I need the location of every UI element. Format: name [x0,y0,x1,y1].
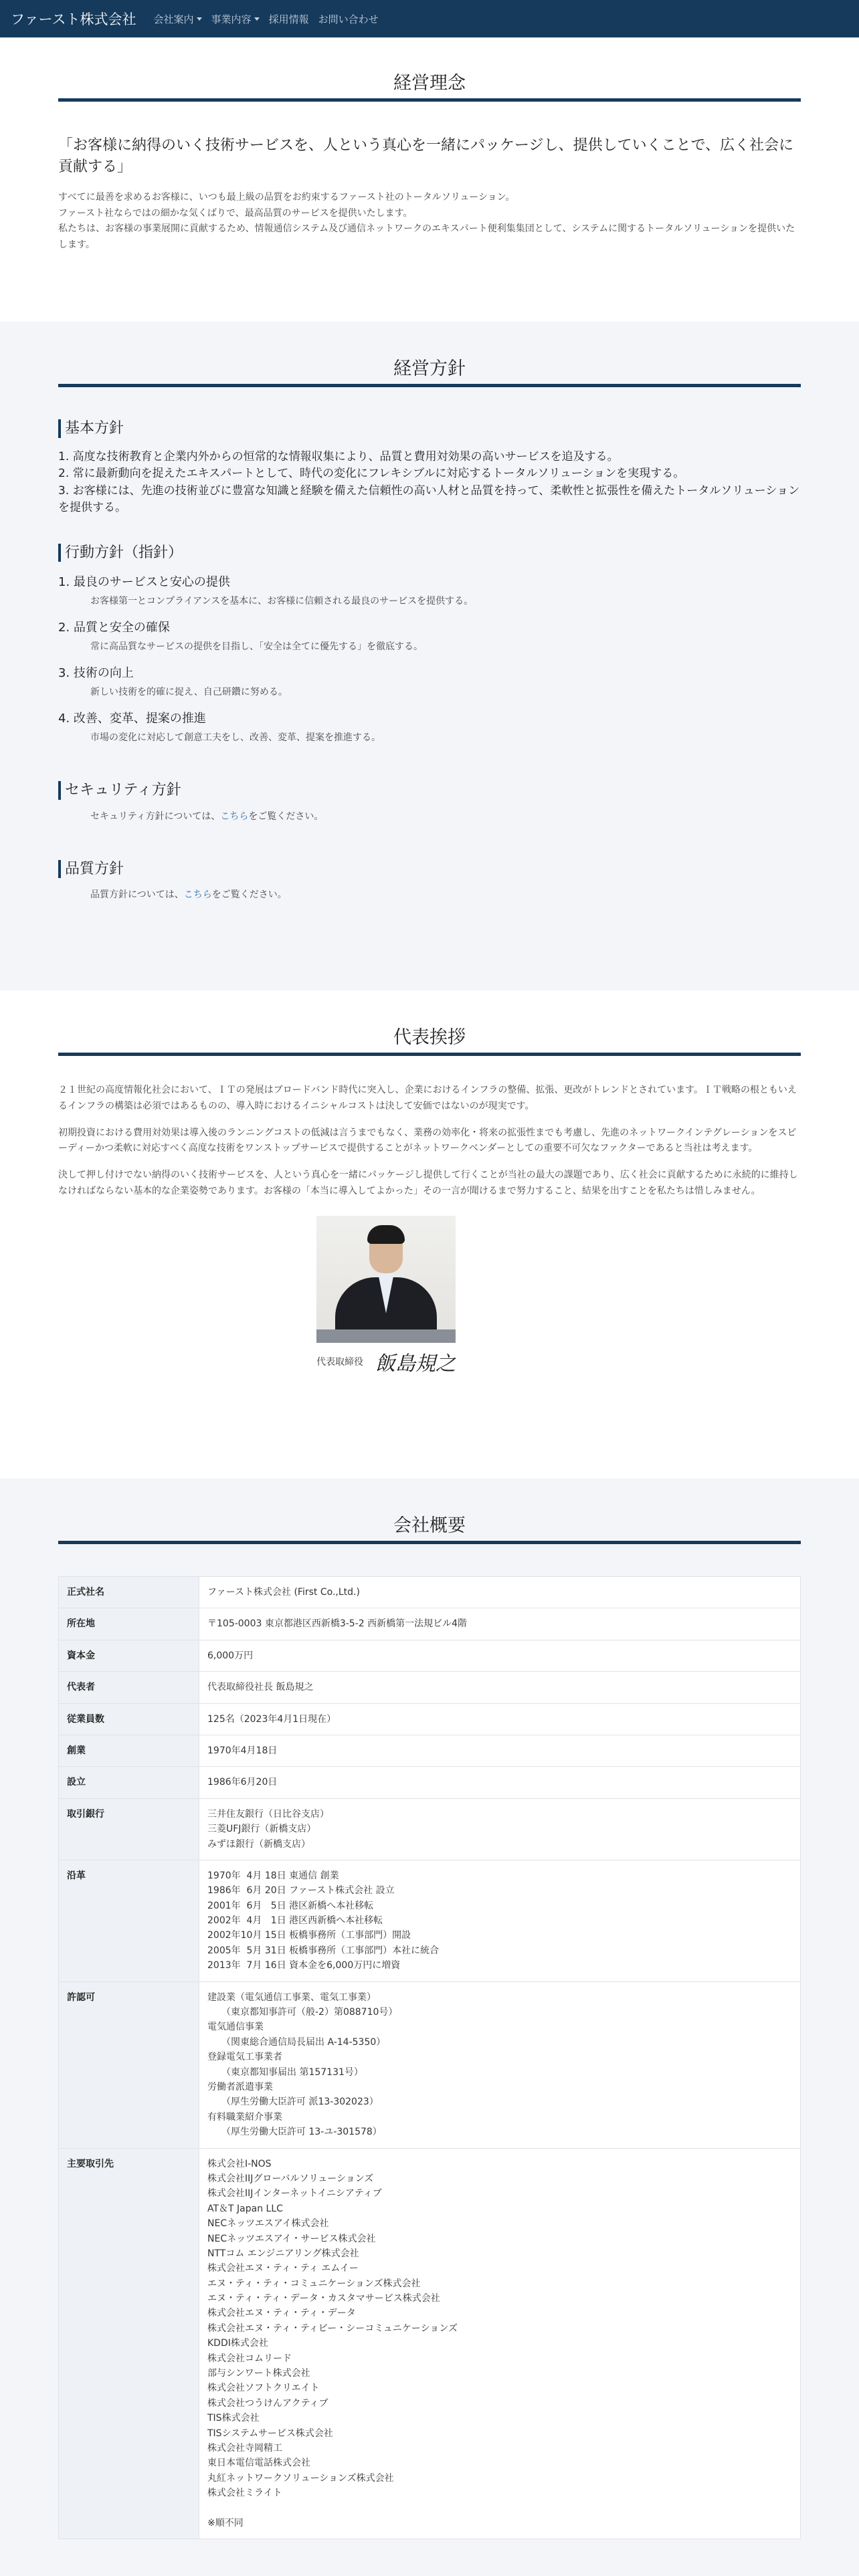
philosophy-section [0,37,859,322]
overview-label: 代表者 [59,1672,199,1703]
basic-policy-item: 1. 高度な技術教育と企業内外からの恒常的な情報収集により、品質と費用対効果の高いサービスを追及する。 [58,449,619,463]
overview-value [199,1767,801,1798]
overview-value-line: （関東総合通信局長届出 A-14-5350） [207,2036,386,2048]
action-item-desc: 常に高品質なサービスの提供を目指し、「安全は全てに優先する」を徹底する。 [90,641,423,652]
action-item-desc: お客様第一とコンプライアンスを基本に、お客様に信頼される最良のサービスを提供する。 [90,596,474,607]
overview-row [59,1981,801,2148]
signer-label: 代表取締役 [316,1356,363,1368]
action-item-title: 3. 技術の向上 [58,666,134,680]
overview-value-line: 電気通信事業 [207,2022,264,2033]
overview-value [199,1798,801,1860]
overview-value-line: 三菱UFJ銀行（新橋支店） [207,1824,316,1835]
overview-label: 主要取引先 [59,2148,199,2539]
overview-value-line: ※順不同 [207,2517,244,2529]
overview-value-line: （厚生労働大臣許可 派13-302023） [207,2097,379,2108]
overview-row [59,1672,801,1703]
philosophy-line: ファースト社ならではの細かな気くばりで、最高品質のサービスを提供いたします。 [58,207,413,219]
overview-value [199,1577,801,1608]
overview-value-line: 株式会社エヌ・ティ・ティビー・シーコミュニケーションズ [207,2323,458,2334]
overview-label: 所在地 [59,1608,199,1640]
action-item-desc: 市場の変化に対応して創意工夫をし、改善、変革、提案を推進する。 [90,732,381,743]
basic-policy-item: 3. お客様には、先進の技術並びに豊富な知識と経験を備えた信頼性の高い人材と品質を持って、柔軟性と拡張性を備えたトータルソリューションを提供する。 [58,484,800,514]
overview-label: 沿革 [59,1860,199,1981]
overview-value [199,1735,801,1766]
philosophy-title: 経営理念 [58,68,801,102]
basic-policy-heading: 基本方針 [58,419,801,438]
overview-value-line: 登録電気工事業者 [207,2052,282,2063]
overview-value-line: 株式会社I-NOS [207,2158,272,2169]
overview-row [59,1735,801,1766]
overview-value-line: 株式会社エヌ・ティ・ティ・データ [207,2308,356,2319]
overview-value-line: （東京都知事許可（般-2）第088710号） [207,2007,398,2018]
overview-row [59,1703,801,1735]
overview-value-line: 部与シンワート株式会社 [207,2368,310,2379]
policy-title: 経営方針 [58,354,801,387]
overview-value-line: NTTコム エンジニアリング株式会社 [207,2248,359,2259]
overview-value-line: エヌ・ティ・ティ・コミュニケーションズ株式会社 [207,2278,421,2289]
overview-section [0,1479,859,2576]
policy-section [0,322,859,990]
overview-value-line: TISシステムサービス株式会社 [207,2428,333,2439]
overview-value-line: TIS株式会社 [207,2413,260,2424]
overview-row [59,1608,801,1640]
overview-label: 取引銀行 [59,1798,199,1860]
overview-value-line: 1986年6月20日 [207,1777,278,1788]
overview-value-line: 丸紅ネットワークソリューションズ株式会社 [207,2472,394,2484]
overview-value-line: みずほ銀行（新橋支店） [207,1838,310,1850]
quality-policy-heading: 品質方針 [58,860,801,879]
greeting-paragraph: 初期投資における費用対効果は導入後のランニングコストの低減は言うまでもなく、業務の効率化・将来の拡張性までも考慮し、先進のネットワークインテグレーションをスピーディーかつ柔軟に対応すべく高度な技術をワンストップサービスで提供することがネットワークベンダーとしての重要不可欠なファクターであると当社は考えます。 [58,1127,797,1154]
overview-value [199,1981,801,2148]
nav-item-label: お問い合わせ [318,13,379,25]
overview-value-line: 株式会社IIJインターネットイニシアティブ [207,2188,382,2199]
overview-row [59,1640,801,1671]
overview-value-line: 2002年 4月 1日 港区西新橋へ本社移転 [207,1915,383,1927]
overview-value-line: 労働者派遣事業 [207,2081,273,2092]
nav-item-contact[interactable] [318,12,379,26]
security-policy-link[interactable]: こちら [220,811,249,822]
caret-down-icon [197,17,202,21]
overview-value-line: 125名（2023年4月1日現在） [207,1713,337,1725]
overview-row [59,2148,801,2539]
overview-value-line: KDDI株式会社 [207,2338,268,2349]
basic-policy-item: 2. 常に最新動向を捉えたエキスパートとして、時代の変化にフレキシブルに対応するトータルソリューションを実現する。 [58,467,685,480]
overview-label: 資本金 [59,1640,199,1671]
signature-image: 飯島規之 [375,1352,456,1376]
greeting-section [0,990,859,1479]
representative-photo [316,1216,456,1343]
action-item-title: 4. 改善、変革、提案の推進 [58,712,206,726]
representative-block [316,1216,801,1376]
overview-row [59,1860,801,1981]
overview-row [59,1798,801,1860]
overview-value-line [207,2501,792,2516]
overview-label: 創業 [59,1735,199,1766]
overview-value-line: 1986年 6月 20日 ファースト株式会社 設立 [207,1885,395,1897]
basic-policy-list [58,449,801,517]
action-policy-heading: 行動方針（指針） [58,544,801,562]
overview-value-line: 2013年 7月 16日 資本金を6,000万円に増資 [207,1960,401,1971]
overview-value-line: 株式会社寺岡精工 [207,2442,282,2454]
philosophy-slogan: 「お客様に納得のいく技術サービスを、人という真心を一緒にパッケージし、提供していくことで、広く社会に貢献する」 [58,137,794,175]
action-item-desc: 新しい技術を的確に捉え、自己研鑽に努める。 [90,687,288,697]
quality-policy-link[interactable]: こちら [183,889,212,900]
nav-item-label: 会社案内 [153,13,194,25]
overview-label: 設立 [59,1767,199,1798]
overview-value-line: 株式会社ミライト [207,2488,282,2499]
security-text-pre: セキュリティ方針については、 [90,811,221,822]
overview-value-line: 株式会社つうけんアクティブ [207,2397,328,2409]
overview-value-line: （東京都知事届出 第157131号） [207,2066,363,2078]
overview-value-line: 2001年 6月 5日 港区新橋へ本社移転 [207,1900,374,1911]
security-text-post: をご覧ください。 [248,811,324,822]
overview-value-line: 6,000万円 [207,1650,254,1661]
overview-value [199,1640,801,1671]
overview-value [199,1608,801,1640]
overview-value [199,1672,801,1703]
overview-value-line: （厚生労働大臣許可 13-ユ-301578） [207,2127,382,2138]
overview-value-line: 東日本電信電話株式会社 [207,2458,310,2469]
overview-row [59,1577,801,1608]
overview-value-line: AT＆T Japan LLC [207,2203,283,2214]
nav-item-recruit[interactable] [269,12,309,26]
brand-logo-text[interactable]: ファースト株式会社 [11,11,136,27]
overview-value [199,1703,801,1735]
philosophy-line: 私たちは、お客様の事業展開に貢献するため、情報通信システム及び通信ネットワークのエキスパート便利集集団として、システムに関するトータルソリューションを提供いたします。 [58,223,795,251]
overview-value-line: 2002年10月 15日 板橋事務所（工事部門）開設 [207,1930,411,1941]
overview-value-line: 有料職業紹介事業 [207,2111,282,2123]
overview-value-line: エヌ・ティ・ティ・データ・カスタマサービス株式会社 [207,2293,440,2304]
overview-value-line: 株式会社ソフトクリエイト [207,2383,320,2394]
nav-item-label: 採用情報 [268,13,309,25]
security-policy-text [58,809,801,823]
overview-value-line: 建設業（電気通信工事業、電気工事業） [207,1992,376,2003]
security-policy-heading: セキュリティ方針 [58,781,801,800]
overview-value-line: 株式会社エヌ・ティ・ティ エムイー [207,2263,359,2274]
overview-table [58,1576,801,2539]
action-policy-list [58,572,801,744]
quality-text-pre: 品質方針については、 [90,889,184,900]
philosophy-body [58,190,801,253]
overview-title: 会社概要 [58,1511,801,1544]
overview-value [199,2148,801,2539]
overview-value-line: 1970年4月18日 [207,1745,278,1756]
overview-value-line: NECネッツエスアイ・サービス株式会社 [207,2233,376,2244]
overview-value-line: 2005年 5月 31日 板橋事務所（工事部門）本社に統合 [207,1945,440,1956]
overview-value-line: ファースト株式会社 (First Co.,Ltd.) [207,1587,360,1598]
overview-label: 許認可 [59,1981,199,2148]
signer-row [316,1347,801,1376]
greeting-paragraph: 決して押し付けでない納得のいく技術サービスを、人という真心を一緒にパッケージし提供して行くことが当社の最大の課題であり、広く社会に貢献するために永続的に維持しなければならない基本的な企業姿勢であります。お客様の「本当に導入してよかった」その一言が聞けるまで努力すること、結果を出すことを私たちは惜しみません。 [58,1170,798,1196]
overview-label: 従業員数 [59,1703,199,1735]
nav-item-business[interactable] [211,12,260,26]
overview-value-line: 株式会社IIJグローバルソリューションズ [207,2173,374,2184]
overview-value-line: 〒105-0003 東京都港区西新橋3-5-2 西新橋第一法規ビル4階 [207,1618,468,1630]
overview-value [199,1860,801,1981]
quality-text-post: をご覧ください。 [211,889,287,900]
overview-row [59,1767,801,1798]
quality-policy-text [58,887,801,901]
overview-value-line: 三井住友銀行（日比谷支店） [207,1808,329,1820]
overview-value-line: 株式会社コムリード [207,2353,292,2364]
nav-item-company[interactable] [154,12,202,26]
philosophy-line: すべてに最善を求めるお客様に、いつも最上級の品質をお約束するファースト社のトータルソリューション。 [58,191,515,203]
greeting-paragraph: ２１世紀の高度情報化社会において、ＩＴの発展はブロードバンド時代に突入し、企業におけるインフラの整備、拡張、更改がトレンドとされています。ＩＴ戦略の根ともいえるインフラの構築は必須ではあるものの、導入時におけるイニシャルコストは決して安価ではないのが現実です。 [58,1085,797,1111]
greeting-body [58,1083,801,1200]
overview-value-line: 1970年 4月 18日 東通信 創業 [207,1870,339,1881]
nav-item-label: 事業内容 [211,13,252,25]
overview-value-line: 代表取締役社長 飯島規之 [207,1682,314,1693]
overview-value-line: NECネッツエスアイ株式会社 [207,2218,329,2230]
overview-label: 正式社名 [59,1577,199,1608]
caret-down-icon [254,17,260,21]
action-item-title: 2. 品質と安全の確保 [58,621,170,635]
navbar [0,0,859,37]
greeting-title: 代表挨拶 [58,1023,801,1056]
action-item-title: 1. 最良のサービスと安心の提供 [58,575,230,589]
